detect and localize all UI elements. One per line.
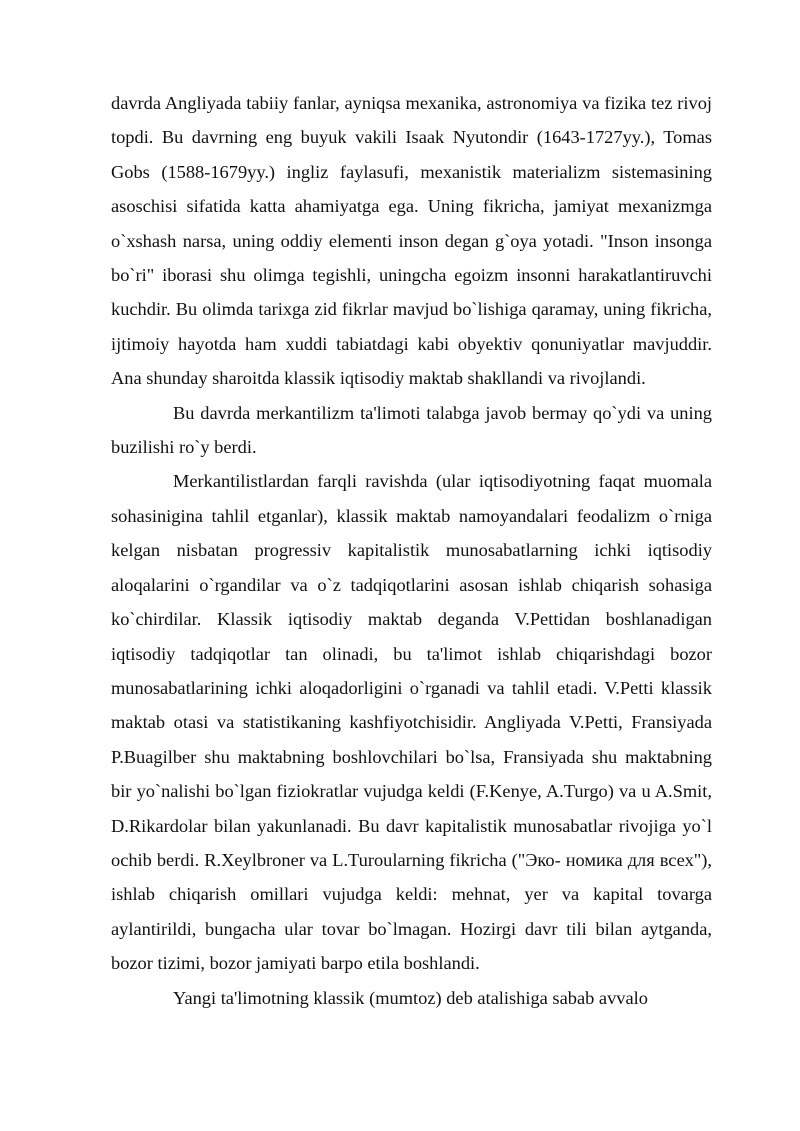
paragraph-yangi-talimot: Yangi ta'limotning klassik (mumtoz) deb atalishiga sabab avvalo — [173, 987, 648, 1008]
document-page — [111, 86, 712, 1015]
paragraph-merkantilizm: Bu davrda merkantilizm ta'limoti talabga javob bermay qo`ydi va uning buzilishi ro`y berdi. — [111, 402, 712, 458]
paragraph-continuation: davrda Angliyada tabiiy fanlar, ayniqsa mexanika, astronomiya va fizika tez rivoj topdi. Bu davrning eng buyuk vakili Isaak Nyutondir (1643-1727yy.), Tomas Gobs (1588-1679yy.) ingliz faylasufi, mexanistik materializm sistemasining asoschisi sifatida katta ahamiyatga ega. Uning fikricha, jamiyat mexanizmga o`xshash narsa, uning oddiy elementi inson degan g`oya yotadi. "Inson insonga bo`ri" iborasi shu olimga tegishli, uningcha egoizm insonni harakatlantiruvchi kuchdir. Bu olimda tarixga zid fikrlar mavjud bo`lishiga qaramay, uning fikricha, ijtimoiy hayotda ham xuddi tabiatdagi kabi obyektiv qonuniyatlar mavjuddir. Ana shunday sharoitda klassik iqtisodiy maktab shakllandi va rivojlandi. — [111, 93, 712, 389]
paragraph-klassik-maktab: Merkantilistlardan farqli ravishda (ular iqtisodiyotning faqat muomala sohasinigina tahlil etganlar), klassik maktab namoyandalari feodalizm o`rniga kelgan nisbatan progressiv kapitalistik munosabatlarning ichki iqtisodiy aloqalarini o`rgandilar va o`z tadqiqotlarini asosan ishlab chiqarish sohasiga ko`chirdilar. Klassik iqtisodiy maktab deganda V.Pettidan boshlanadigan iqtisodiy tadqiqotlar tan olinadi, bu ta'limot ishlab chiqarishdagi bozor munosabatlarining ichki aloqadorligini o`rganadi va tahlil etadi. V.Petti klassik maktab otasi va statistikaning kashfiyotchisidir. Angliyada V.Petti, Fransiyada P.Buagilber shu maktabning boshlovchilari bo`lsa, Fransiyada shu maktabning bir yo`nalishi bo`lgan fiziokratlar vujudga keldi (F.Kenye, A.Turgo) va u A.Smit, D.Rikardolar bilan yakunlanadi. Bu davr kapitalistik munosabatlar rivojiga yo`l ochib berdi. R.Xeylbroner va L.Turoularning fikricha ("Эко- номика для всех"), ishlab chiqarish omillari vujudga keldi: mehnat, yer va kapital tovarga aylantirildi, bungacha ular tovar bo`lmagan. Hozirgi davr tili bilan aytganda, bozor tizimi, bozor jamiyati barpo etila boshlandi. — [111, 471, 712, 974]
